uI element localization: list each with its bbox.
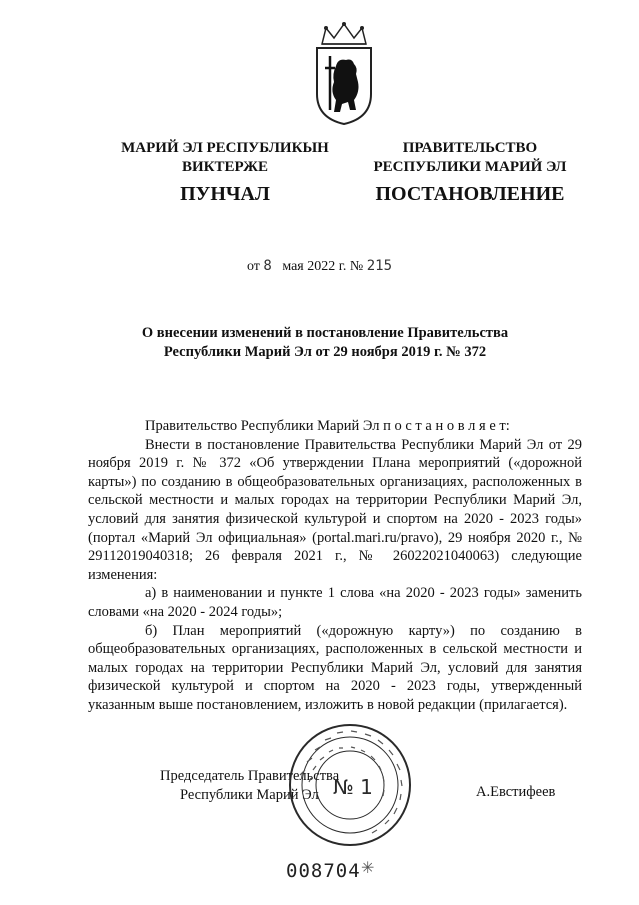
document-title — [80, 324, 570, 362]
signature-name: А.Евстифеев — [476, 784, 556, 800]
document-number: 215 — [366, 258, 393, 274]
header-right-block — [355, 139, 585, 177]
body-paragraph-3: а) в наименовании и пункте 1 слова «на 2020 - 2023 годы» заменить словами «на 2020 - 2024 годы»; — [88, 585, 582, 620]
header-left-line2: ВИКТЕРЖЕ — [181, 159, 269, 175]
header-left-block — [95, 139, 355, 177]
header-left-line1: МАРИЙ ЭЛ РЕСПУБЛИКЫН — [121, 140, 329, 156]
header-left-title: ПУНЧАЛ — [180, 183, 270, 205]
header-right-title: ПОСТАНОВЛЕНИЕ — [375, 183, 565, 205]
body-paragraph-4: б) План мероприятий («дорожную карту») по созданию в общеобразовательных организациях, расположенных в сельской местности и малых городах на территории Республики Марий Эл, условий для занятия физической культурой и спортом на 2020 - 2023 годы, утвержденный указанным выше постановлением, изложить в новой редакции (прилагается). — [88, 622, 582, 713]
date-month-year: мая 2022 г. № — [282, 259, 364, 274]
body-paragraph-1: Правительство Республики Марий Эл п о с т а н о в л я е т: — [145, 418, 510, 434]
official-seal-stamp — [285, 720, 415, 850]
asterisk-mark-icon: ✳ — [361, 860, 375, 877]
date-day: 8 — [263, 258, 272, 274]
date-prefix: от — [246, 259, 260, 274]
serial-number: 008704 — [286, 860, 361, 882]
coat-of-arms-emblem — [314, 22, 374, 126]
document-title-line2: Республики Марий Эл от 29 ноября 2019 г. № 372 — [163, 344, 487, 360]
stamp-number: № 1 — [333, 775, 373, 799]
signature-title-line2: Республики Марий Эл — [180, 787, 319, 803]
document-title-line1: О внесении изменений в постановление Правительства — [141, 325, 509, 341]
header-right-line1: ПРАВИТЕЛЬСТВО — [402, 140, 538, 156]
body-paragraph-2: Внести в постановление Правительства Республики Марий Эл от 29 ноября 2019 г. № 372 «Об утверждении Плана мероприятий («дорожной карты») по созданию в общеобразовательных организациях, расположенных в сельской местности и малых городах на территории Республики Марий Эл, условий для занятия физической культурой и спортом на 2020 - 2023 годы» (портал «Марий Эл официальная» (portal.mari.ru/pravo), 29 ноября 2020 г., № 29112019040318; 26 февраля 2021 г., № 26022021040063) следующие изменения: — [88, 436, 582, 583]
signature-title-line1: Председатель Правительства — [160, 768, 340, 784]
document-body — [88, 417, 582, 715]
header-right-line2: РЕСПУБЛИКИ МАРИЙ ЭЛ — [373, 159, 567, 175]
date-line — [0, 258, 639, 275]
